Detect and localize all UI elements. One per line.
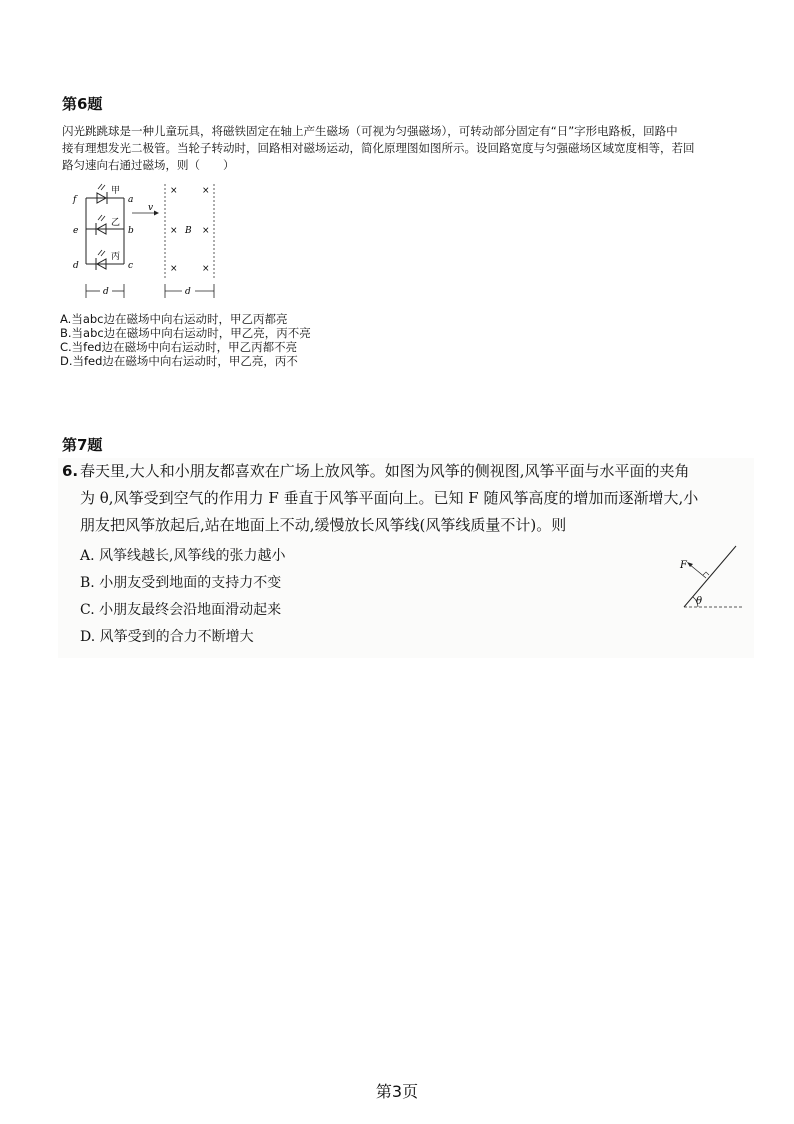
page-number: 第3页: [375, 1082, 419, 1101]
field-label: B: [185, 226, 192, 236]
q7-stem-line: 春天里,大人和小朋友都喜欢在广场上放风筝。如图为风筝的侧视图,风筝平面与水平面的夹角: [80, 462, 690, 480]
field-mark: ×: [202, 226, 210, 236]
q6-option-b: B.当abc边在磁场中向右运动时，甲乙亮，丙不亮: [60, 326, 311, 340]
q7-option-c: C. 小朋友最终会沿地面滑动起来: [80, 602, 282, 618]
diode-label: 甲: [111, 186, 121, 196]
q7-option-d: D. 风筝受到的合力不断增大: [80, 629, 254, 645]
q6-options: [60, 312, 311, 368]
diode-label: 丙: [111, 252, 121, 262]
velocity-label: v: [148, 203, 154, 213]
force-label: F: [680, 560, 687, 571]
kite-plane-line: [684, 546, 736, 607]
q7-stem-line: 为 θ,风筝受到空气的作用力 F 垂直于风筝平面向上。已知 F 随风筝高度的增加而逐渐增大,小: [80, 489, 699, 507]
node-label: f: [73, 195, 77, 205]
q6-stem-line: 闪光跳跳球是一种儿童玩具，将磁铁固定在轴上产生磁场（可视为匀强磁场），可转动部分固定有“日”字形电路板，回路中: [62, 124, 678, 138]
width-label: d: [103, 287, 109, 297]
node-label: b: [128, 226, 134, 236]
diode-yi-icon: [96, 215, 106, 235]
field-mark: ×: [170, 264, 178, 274]
q7-stem-line: 朋友把风筝放起后,站在地面上不动,缓慢放长风筝线(风筝线质量不计)。则: [80, 516, 567, 534]
diode-bing-icon: [96, 250, 106, 270]
diode-jia-icon: [97, 184, 107, 204]
node-label: c: [128, 261, 134, 271]
width-label: d: [185, 287, 191, 297]
node-label: d: [73, 261, 79, 271]
diode-label: 乙: [111, 218, 121, 228]
field-mark: ×: [170, 186, 178, 196]
q7-option-b: B. 小朋友受到地面的支持力不变: [80, 575, 282, 591]
q7-kite-figure: [672, 540, 752, 616]
q6-stem-line: 路匀速向右通过磁场，则（ ）: [62, 158, 235, 172]
q6-option-c: C.当fed边在磁场中向右运动时，甲乙丙都不亮: [60, 340, 298, 354]
angle-label: θ: [696, 596, 703, 607]
node-label: a: [128, 195, 134, 205]
field-mark: ×: [202, 264, 210, 274]
q6-circuit-figure: [62, 180, 232, 308]
q6-stem: [62, 123, 742, 174]
q6-stem-line: 接有理想发光二极管。当轮子转动时，回路相对磁场运动，简化原理图如图所示。设回路宽度与匀强磁场区域宽度相等，若回: [62, 141, 695, 155]
q6-option-d: D.当fed边在磁场中向右运动时，甲乙亮，丙不: [60, 354, 298, 368]
q7-options: [80, 543, 285, 651]
node-label: e: [73, 226, 79, 236]
force-arrow: [689, 564, 706, 578]
q7-stem: [80, 458, 698, 539]
q6-title: 第6题: [62, 95, 103, 113]
field-mark: ×: [202, 186, 210, 196]
q7-title: 第7题: [62, 436, 103, 454]
q7-number: 6.: [62, 462, 79, 480]
q6-option-a: A.当abc边在磁场中向右运动时，甲乙丙都亮: [60, 312, 288, 326]
q7-option-a: A. 风筝线越长,风筝线的张力越小: [80, 548, 286, 564]
field-mark: ×: [170, 226, 178, 236]
